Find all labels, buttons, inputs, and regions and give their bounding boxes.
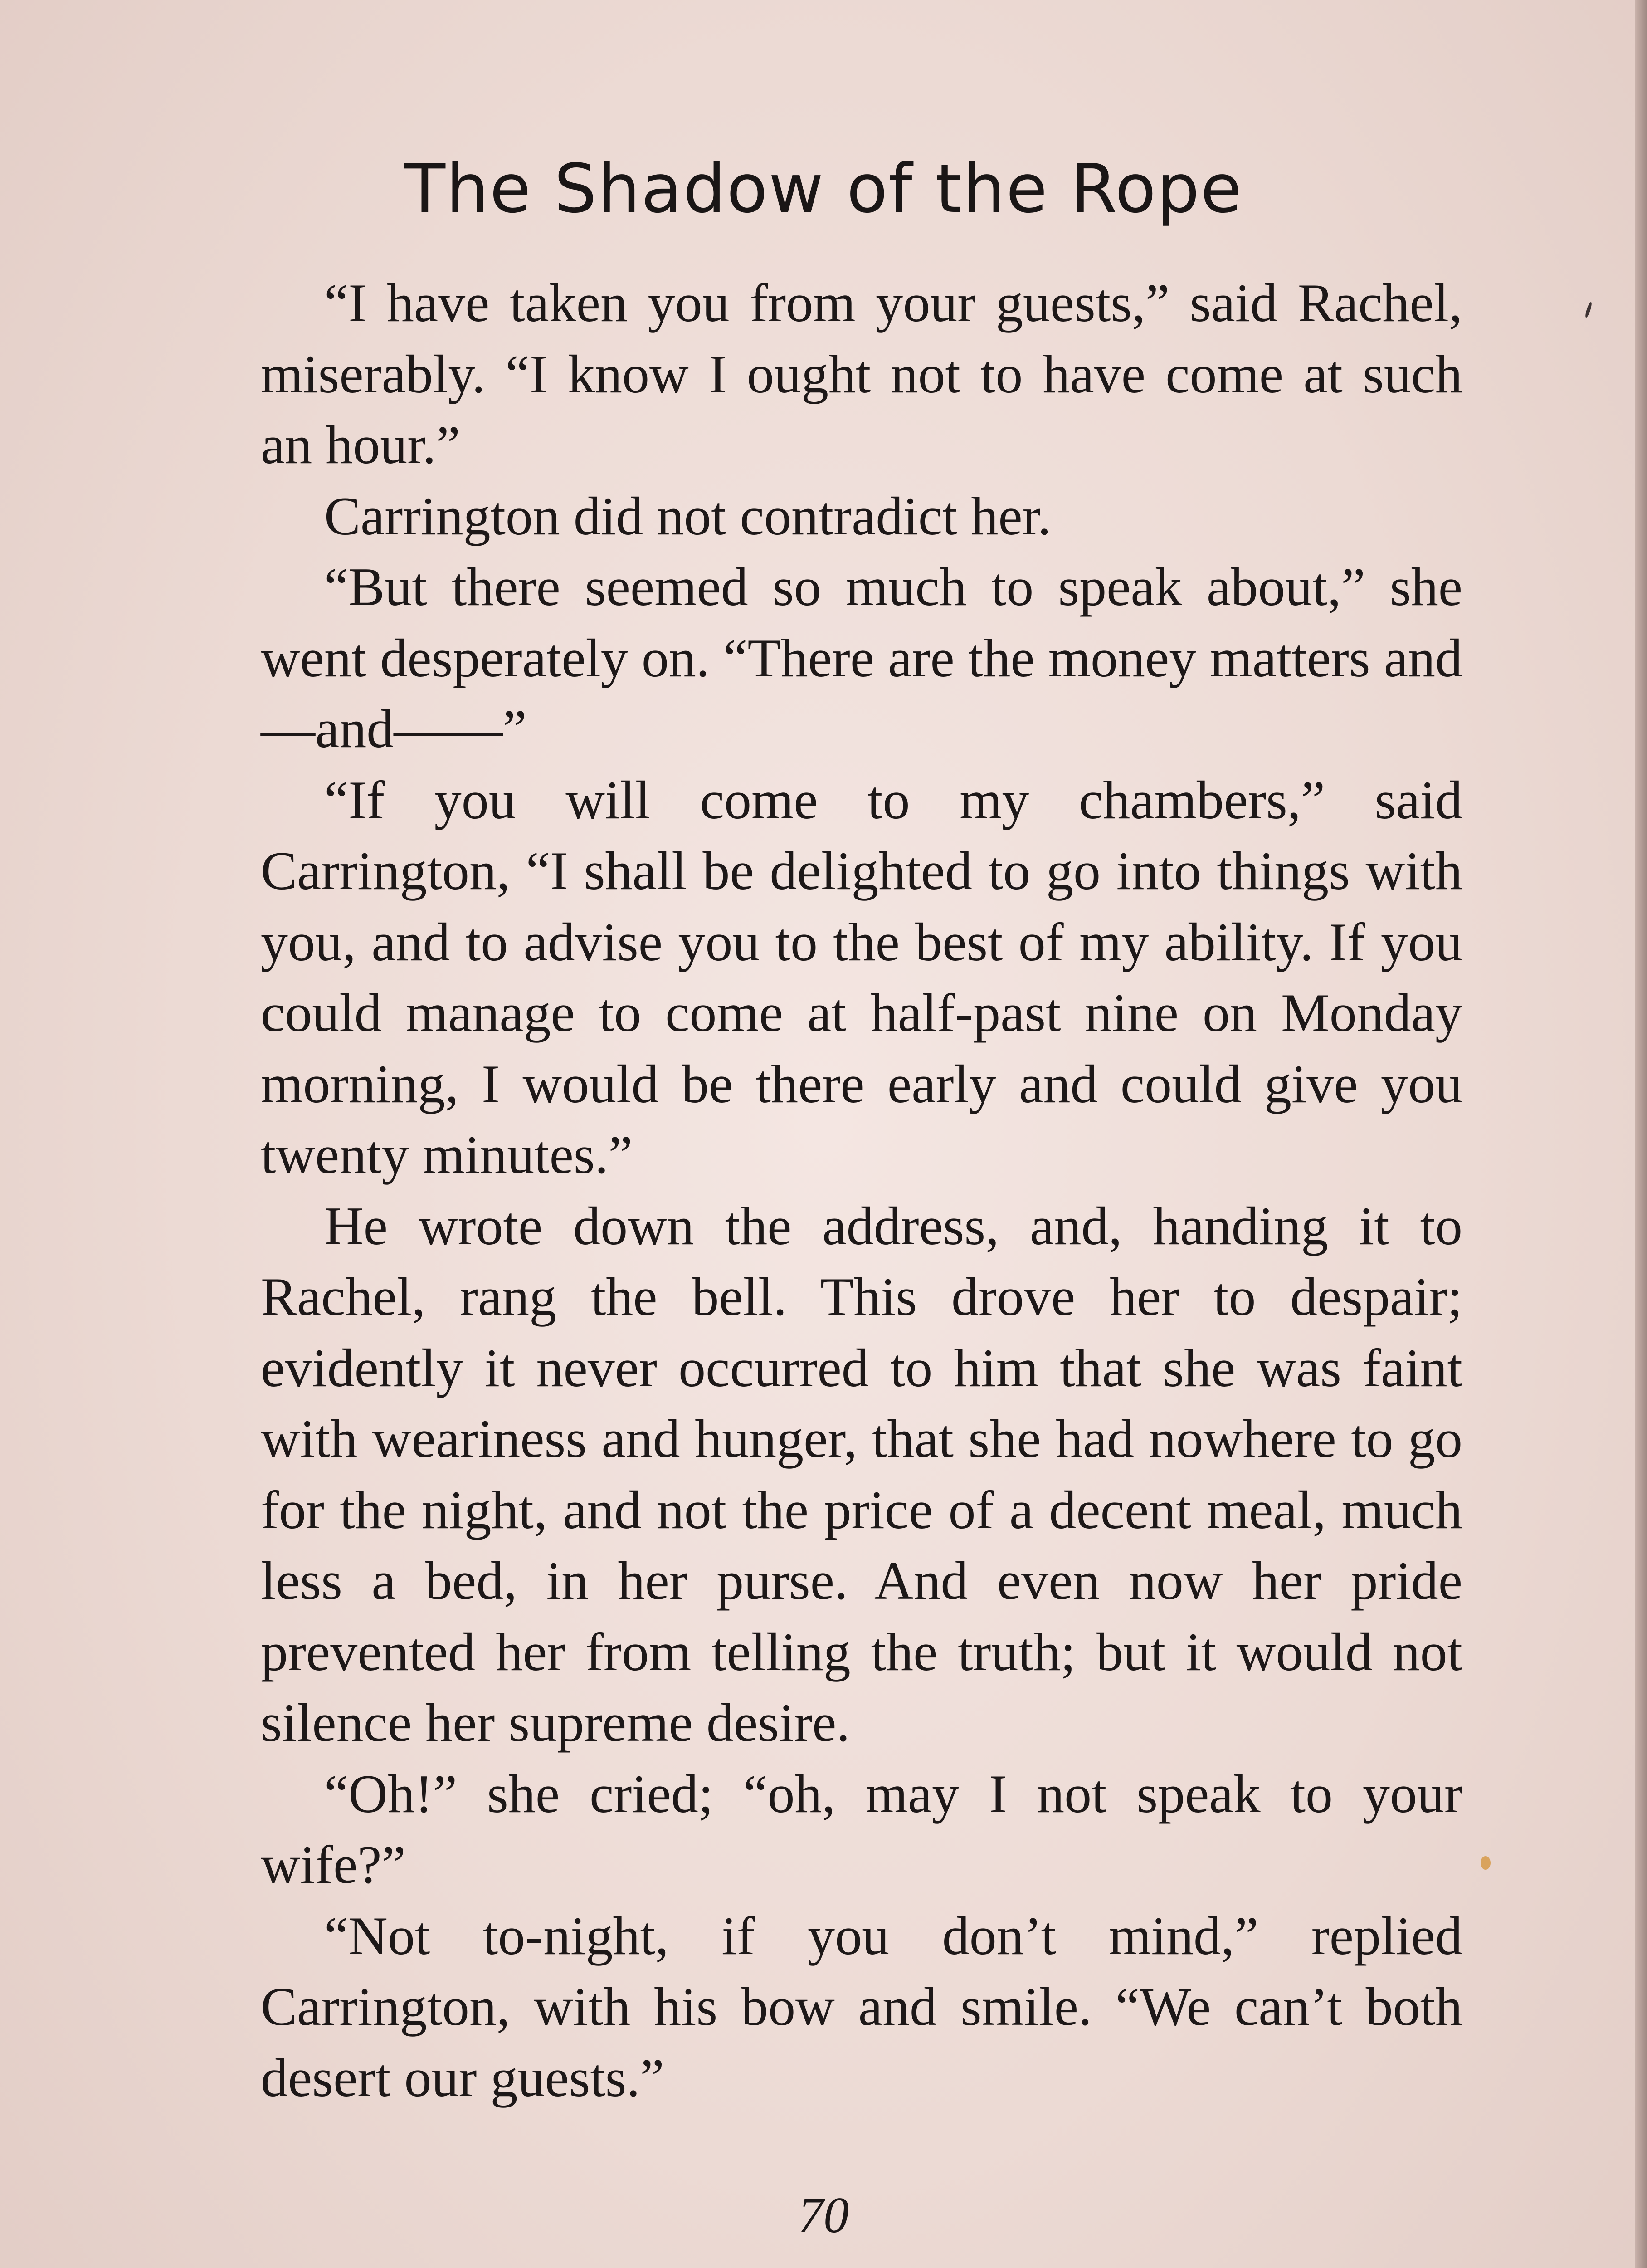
paragraph: Carrington did not contradict her. [324,485,1051,546]
paper-stain [1481,1856,1491,1870]
ink-mark [1584,302,1593,318]
paragraph: “I have taken you from your guests,” said Rachel, miserably. “I know I ought not to have come at such an hour.” [261,273,1462,475]
paragraph: “Oh!” she cried; “oh, may I not speak to your wife?” [261,1763,1462,1895]
page-number: 70 [798,2187,849,2244]
paragraph: “If you will come to my chambers,” said Carrington, “I shall be delighted to go into things with you, and to advise you to the best of my ability. If you could manage to come at half-past nine on Monday morning, I would be there early and could give you twenty minutes.” [261,769,1462,1185]
page-edge-shadow [1635,0,1647,2268]
paragraph: He wrote down the address, and, handing it to Rachel, rang the bell. This drove her to despair; evidently it never occurred to him that she was faint with weariness and hunger, that she had nowhere to go for the night, and not the price of a decent meal, much less a bed, in her purse. And even now her pride prevented her from telling the truth; but it would not silence her supreme desire. [261,1195,1462,1753]
paragraph: “But there seemed so much to speak about,” she went desperately on. “There are the money matters and—and——” [261,557,1462,759]
running-head: The Shadow of the Rope [404,150,1243,228]
paragraph: “Not to-night, if you don’t mind,” replied Carrington, with his bow and smile. “We can’t both desert our guests.” [261,1905,1462,2108]
body-text [261,268,1462,2113]
